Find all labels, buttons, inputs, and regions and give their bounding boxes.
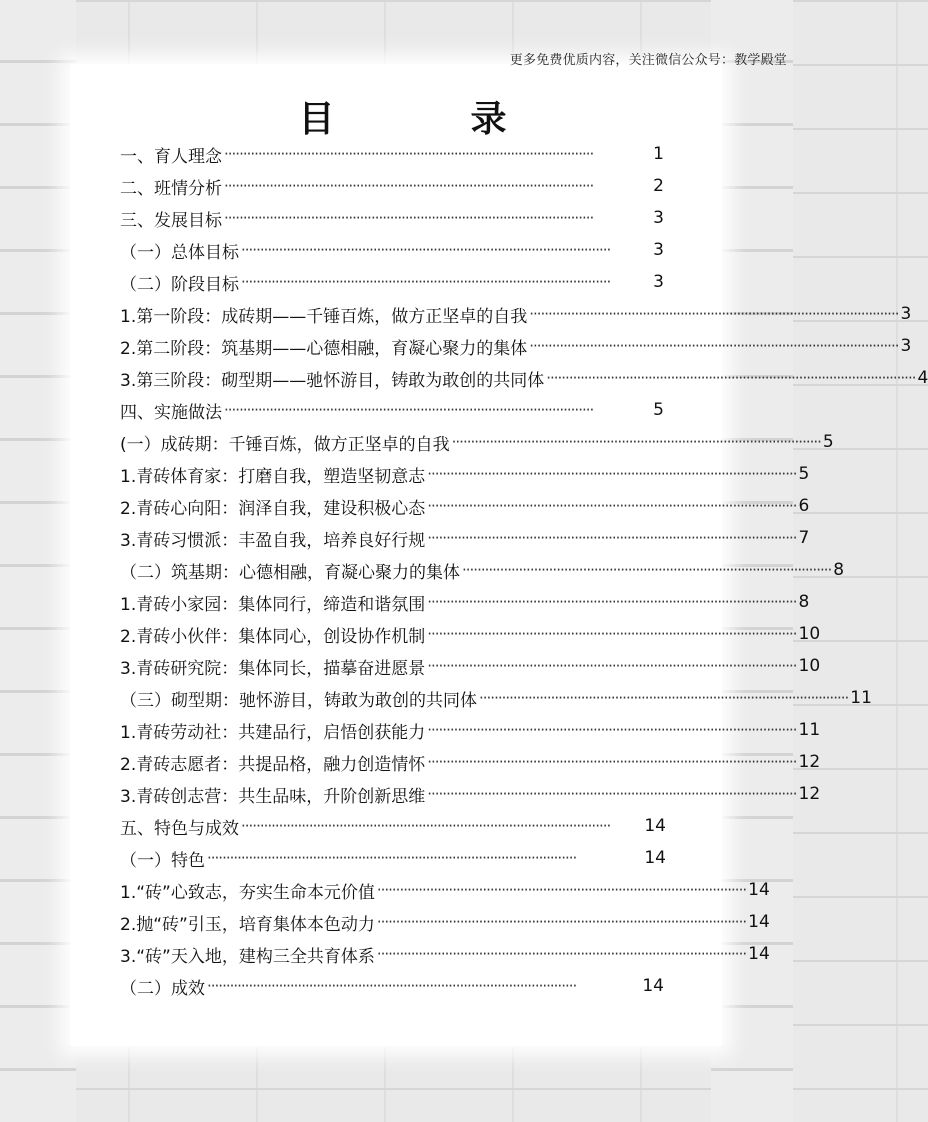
toc-heading — [6, 91, 799, 142]
toc-entry[interactable] — [120, 682, 872, 714]
toc-entry[interactable] — [120, 650, 821, 682]
toc-entry-text: （一）特色 — [120, 850, 205, 871]
toc-page-number: 8 — [833, 560, 845, 580]
toc-page-number: 5 — [798, 464, 810, 484]
toc-entry[interactable] — [120, 458, 810, 490]
toc-entry-text: 一、育人理念 — [120, 146, 222, 167]
toc-page-number: 14 — [642, 976, 664, 996]
toc-page-number: 12 — [798, 784, 821, 804]
toc-leader-dots: ·································································································· — [529, 337, 899, 355]
toc-entry-text: 四、实施做法 — [120, 402, 222, 423]
toc-page-number: 3 — [653, 208, 664, 228]
toc-page-number: 11 — [850, 688, 872, 708]
toc-leader-dots: ·································································································· — [546, 369, 916, 387]
toc-entry-text: 1.“砖”心致志，夯实生命本元价值 — [120, 882, 375, 903]
toc-leader-dots: ·································································································· — [376, 881, 747, 899]
toc-page-number: 2 — [653, 176, 664, 196]
toc-page-number: 14 — [748, 912, 770, 932]
toc-entry[interactable] — [120, 618, 821, 650]
toc-leader-dots: ·································································································· — [427, 593, 797, 611]
toc-entry-text: 3.第三阶段：砌型期——驰怀游目，铸敢为敢创的共同体 — [120, 370, 545, 391]
toc-entry-text: 1.青砖劳动社：共建品行，启悟创获能力 — [120, 722, 426, 743]
toc-leader-dots: ·································································································· — [376, 945, 747, 963]
toc-page-number: 6 — [798, 496, 810, 516]
toc-leader-dots: ·································································································· — [224, 401, 594, 419]
toc-leader-dots: ·································································································· — [427, 785, 797, 803]
toc-entry[interactable] — [120, 778, 821, 810]
toc-page-number: 5 — [653, 400, 664, 420]
toc-leader-dots: ·································································································· — [427, 753, 797, 771]
toc-entry-text: 3.青砖习惯派：丰盈自我，培养良好行规 — [120, 530, 426, 551]
toc-entry-text: 1.青砖小家园：集体同行，缔造和谐氛围 — [120, 594, 426, 615]
toc-leader-dots: ·································································································· — [241, 273, 611, 291]
toc-leader-dots: ·································································································· — [224, 145, 594, 163]
toc-entry[interactable] — [120, 554, 845, 586]
toc-page-number: 10 — [798, 656, 821, 676]
toc-entry[interactable] — [120, 202, 664, 234]
toc-leader-dots: ·································································································· — [427, 721, 797, 739]
toc-leader-dots: ·································································································· — [427, 657, 797, 675]
toc-entry[interactable] — [120, 362, 928, 394]
toc-heading-char-1: 目 — [298, 99, 335, 140]
toc-page-number: 3 — [900, 304, 912, 324]
toc-entry[interactable] — [120, 234, 664, 266]
toc-entry[interactable] — [120, 330, 912, 362]
watermark-text: 更多免费优质内容，关注微信公众号：教学殿堂 — [509, 53, 787, 68]
toc-entry-text: 2.抛“砖”引玉，培育集体本色动力 — [120, 914, 375, 935]
toc-entry[interactable] — [120, 906, 770, 938]
toc-entry-text: （二）阶段目标 — [120, 274, 239, 295]
toc-page-number: 4 — [917, 368, 928, 388]
toc-page-number: 3 — [653, 272, 664, 292]
toc-entry[interactable] — [120, 138, 664, 170]
toc-page-number: 14 — [644, 816, 666, 836]
toc-entry-text: （二）成效 — [120, 978, 205, 999]
toc-page-number: 14 — [748, 880, 770, 900]
toc-entry[interactable] — [120, 586, 810, 618]
toc-leader-dots: ·································································································· — [241, 817, 611, 835]
toc-leader-dots: ·································································································· — [427, 625, 797, 643]
toc-entry-text: 3.青砖研究院：集体同长，描摹奋进愿景 — [120, 658, 426, 679]
toc-leader-dots: ·································································································· — [224, 209, 594, 227]
toc-page-number: 8 — [798, 592, 810, 612]
toc-entry-text: 2.第二阶段：筑基期——心德相融，育凝心聚力的集体 — [120, 338, 528, 359]
toc-leader-dots: ·································································································· — [241, 241, 611, 259]
toc-entry[interactable] — [120, 938, 770, 970]
toc-entry[interactable] — [120, 266, 664, 298]
toc-leader-dots: ·································································································· — [224, 177, 594, 195]
toc-page-number: 14 — [748, 944, 770, 964]
toc-entry-text: 1.第一阶段：成砖期——千锤百炼，做方正坚卓的自我 — [120, 306, 528, 327]
toc-page-number: 1 — [653, 144, 664, 164]
toc-entry[interactable] — [120, 394, 664, 426]
brick-wall-left — [0, 0, 76, 1122]
toc-entry-text: （二）筑基期：心德相融，育凝心聚力的集体 — [120, 562, 460, 583]
toc-entry[interactable] — [120, 522, 810, 554]
toc-entry-text: 2.青砖小伙伴：集体同心，创设协作机制 — [120, 626, 426, 647]
toc-entry[interactable] — [120, 426, 834, 458]
toc-entry-text: 2.青砖志愿者：共提品格，融力创造情怀 — [120, 754, 426, 775]
toc-page-number: 14 — [644, 848, 666, 868]
toc-entry[interactable] — [120, 490, 810, 522]
toc-entry[interactable] — [120, 842, 666, 874]
toc-leader-dots: ·································································································· — [427, 497, 797, 515]
toc-entry-text: （一）总体目标 — [120, 242, 239, 263]
toc-leader-dots: ·································································································· — [427, 465, 797, 483]
toc-heading-char-2: 录 — [470, 99, 507, 140]
toc-page-number: 3 — [900, 336, 912, 356]
toc-page-number: 3 — [653, 240, 664, 260]
toc-entry-text: 三、发展目标 — [120, 210, 222, 231]
toc-entry-text: 2.青砖心向阳：润泽自我，建设积极心态 — [120, 498, 426, 519]
toc-page-number: 11 — [798, 720, 821, 740]
toc-entry[interactable] — [120, 170, 664, 202]
toc-leader-dots: ·································································································· — [451, 433, 821, 451]
toc-leader-dots: ·································································································· — [529, 305, 899, 323]
toc-entry[interactable] — [120, 810, 666, 842]
toc-entry-text: 3.“砖”天入地，建构三全共育体系 — [120, 946, 375, 967]
toc-entry[interactable] — [120, 714, 821, 746]
toc-page-number: 10 — [798, 624, 821, 644]
toc-page-number: 12 — [798, 752, 821, 772]
toc-page-number: 5 — [822, 432, 834, 452]
toc-entry[interactable] — [120, 298, 912, 330]
toc-leader-dots: ·································································································· — [427, 529, 797, 547]
toc-entry[interactable] — [120, 970, 664, 1002]
toc-entry-text: (一）成砖期：千锤百炼，做方正坚卓的自我 — [120, 434, 450, 455]
toc-leader-dots: ·································································································· — [207, 849, 577, 867]
toc-entry-text: （三）砌型期：驰怀游目，铸敢为敢创的共同体 — [120, 690, 477, 711]
toc-leader-dots: ·································································································· — [376, 913, 747, 931]
toc-entry[interactable] — [120, 874, 770, 906]
toc-leader-dots: ·································································································· — [207, 977, 577, 995]
toc-entry[interactable] — [120, 746, 821, 778]
toc-entry-text: 3.青砖创志营：共生品味，升阶创新思维 — [120, 786, 426, 807]
toc-leader-dots: ·································································································· — [462, 561, 832, 579]
toc-entry-text: 五、特色与成效 — [120, 818, 239, 839]
toc-entry-text: 1.青砖体育家：打磨自我，塑造坚韧意志 — [120, 466, 426, 487]
toc-page-number: 7 — [798, 528, 810, 548]
toc-leader-dots: ·································································································· — [479, 689, 849, 707]
toc-entry-text: 二、班情分析 — [120, 178, 222, 199]
